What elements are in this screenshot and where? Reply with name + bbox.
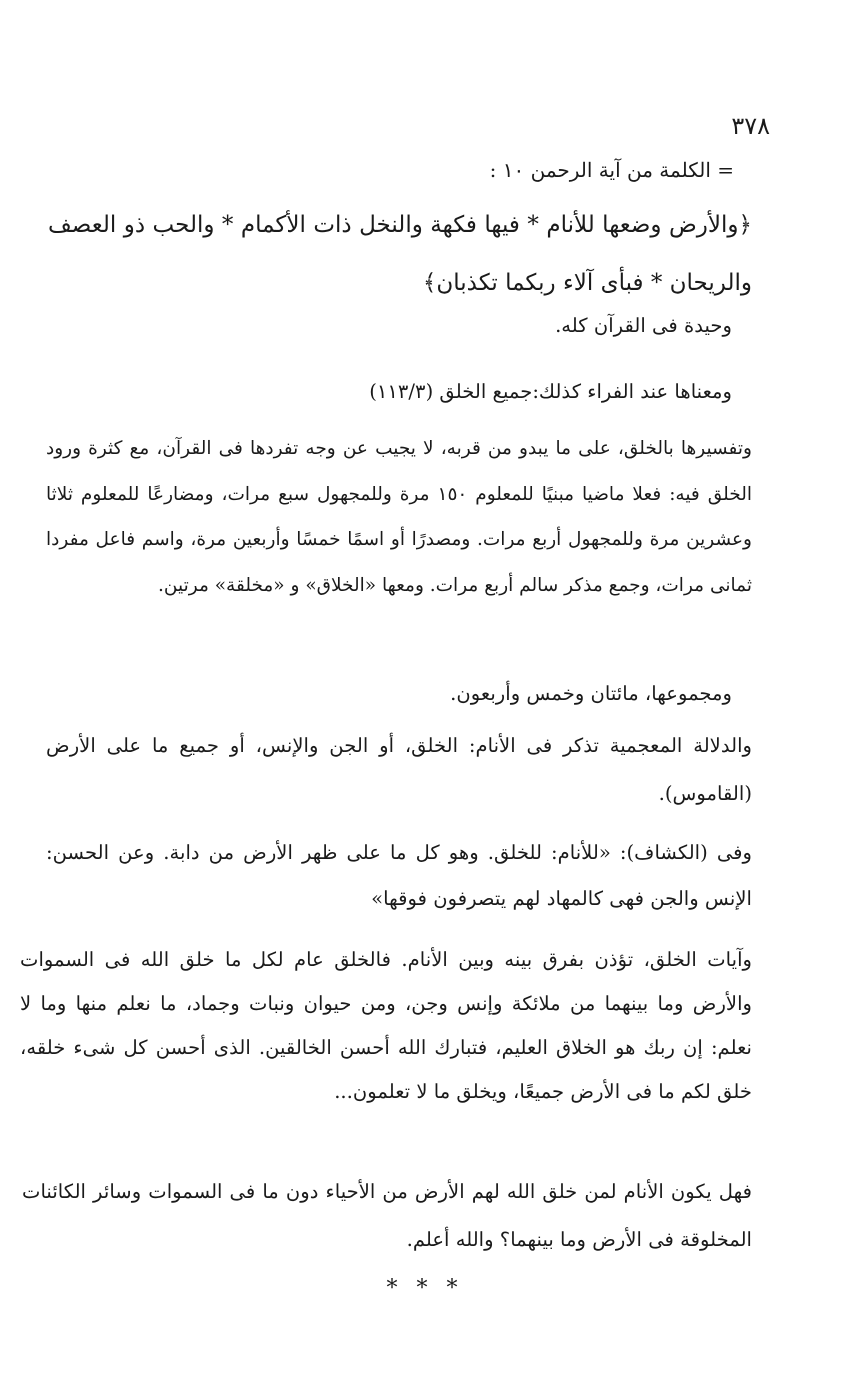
paragraph: ومعناها عند الفراء كذلك:جميع الخلق (١١٣/٣) <box>369 380 732 403</box>
verse-reference: = الكلمة من آية الرحمن ١٠ : <box>489 158 734 182</box>
paragraph: وفى (الكشاف): «للأنام: للخلق. وهو كل ما على ظهر الأرض من دابة. وعن الحسن: الإنس والجن فهى كالمهاد لهم يتصرفون فوقها» <box>46 841 752 910</box>
paragraph: وتفسيرها بالخلق، على ما يبدو من قربه، لا يجيب عن وجه تفردها فى القرآن، مع كثرة ورود الخلق فيه: فعلا ماضيا مبنيًا للمعلوم ١٥٠ مرة وللمجهول سبع مرات، ومضارعًا للمعلوم ثلاثا وعشرين مرة وللمجهول أربع مرات. ومصدرًا أو اسمًا خمسًا وأربعين مرة، واسم فاعل مفردا ثمانى مرات، وجمع مذكر سالم أربع مرات. ومعها «الخلاق» و «مخلقة» مرتين. <box>46 438 752 596</box>
section-ornament: * * * <box>386 1276 464 1301</box>
quranic-quote: ﴿والأرض وضعها للأنام * فيها فكهة والنخل ذات الأكمام * والحب ذو العصف والريحان * فبأى آلاء ربكما تكذبان﴾ <box>48 212 752 296</box>
paragraph: ومجموعها، مائتان وخمس وأربعون. <box>450 682 732 705</box>
page-number: ٣٧٨ <box>731 112 770 140</box>
paragraph: والدلالة المعجمية تذكر فى الأنام: الخلق، أو الجن والإنس، أو جميع ما على الأرض (القاموس). <box>46 734 752 805</box>
paragraph: وحيدة فى القرآن كله. <box>555 314 732 337</box>
paragraph: وآيات الخلق، تؤذن بفرق بينه وبين الأنام. فالخلق عام لكل ما خلق الله فى السموات والأرض وما بينهما من ملائكة وإنس وجن، ومن حيوان ونبات وجماد، ما نعلم منها وما لا نعلم: إن ربك هو الخلاق العليم، فتبارك الله أحسن الخالقين. الذى أحسن كل شىء خلقه، خلق لكم ما فى الأرض جميعًا، ويخلق ما لا تعلمون... <box>20 948 752 1103</box>
paragraph: فهل يكون الأنام لمن خلق الله لهم الأرض من الأحياء دون ما فى السموات وسائر الكائنات المخلوقة فى الأرض وما بينهما؟ والله أعلم. <box>22 1180 752 1251</box>
